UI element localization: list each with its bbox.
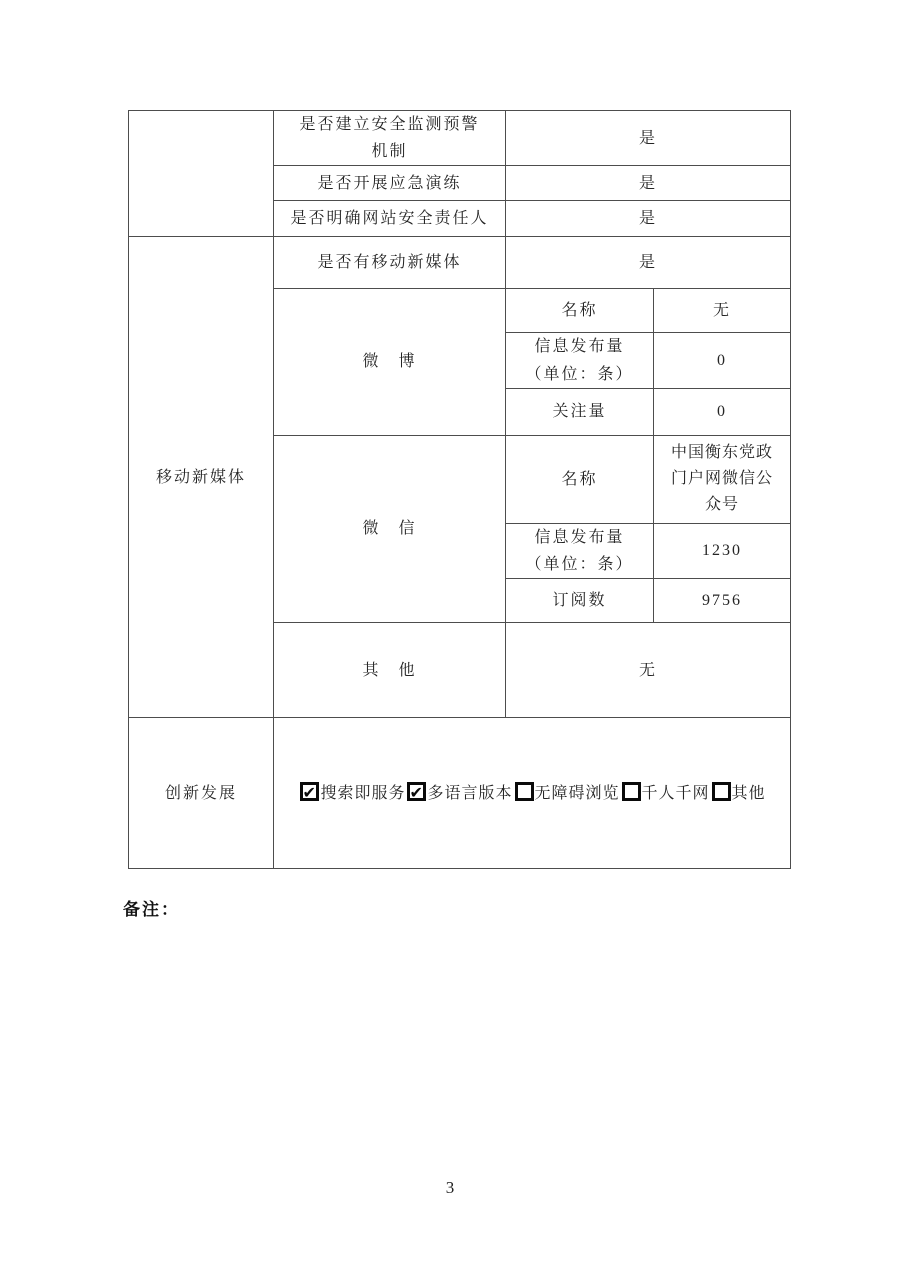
wechat-posts-value: 1230 bbox=[654, 523, 791, 578]
innovation-option bbox=[405, 780, 512, 807]
emergency-drill-label: 是否开展应急演练 bbox=[274, 166, 506, 201]
has-mobile-media-value: 是 bbox=[506, 237, 791, 289]
wechat-subscribers-label: 订阅数 bbox=[506, 579, 654, 623]
security-officer-label: 是否明确网站安全责任人 bbox=[274, 201, 506, 237]
weibo-followers-value: 0 bbox=[654, 388, 791, 435]
wechat-subscribers-value: 9756 bbox=[654, 579, 791, 623]
section-header-innovation: 创新发展 bbox=[129, 718, 274, 869]
has-mobile-media-label: 是否有移动新媒体 bbox=[274, 237, 506, 289]
checkbox-unchecked-icon[interactable] bbox=[712, 782, 731, 801]
checkbox-unchecked-icon[interactable] bbox=[515, 782, 534, 801]
wechat-name-value bbox=[654, 435, 791, 523]
empty-section-header-cell bbox=[129, 111, 274, 237]
weibo-followers-label: 关注量 bbox=[506, 388, 654, 435]
wechat-name-label: 名称 bbox=[506, 435, 654, 523]
weibo-posts-label-line2: （单位：条） bbox=[525, 365, 634, 383]
other-media-value: 无 bbox=[506, 623, 791, 718]
wechat-posts-label bbox=[506, 523, 654, 578]
innovation-option-label: 其他 bbox=[731, 784, 766, 802]
innovation-option-label: 搜索即服务 bbox=[320, 784, 406, 802]
wechat-posts-label-line1: 信息发布量 bbox=[534, 528, 625, 546]
checkbox-unchecked-icon[interactable] bbox=[622, 782, 641, 801]
emergency-drill-value: 是 bbox=[506, 166, 791, 201]
innovation-option-label: 多语言版本 bbox=[427, 784, 513, 802]
wechat-header-cell: 微 信 bbox=[274, 435, 506, 622]
security-officer-value: 是 bbox=[506, 201, 791, 237]
innovation-options-cell bbox=[274, 718, 791, 869]
innovation-option-label: 千人千网 bbox=[641, 784, 710, 802]
security-monitor-value: 是 bbox=[506, 111, 791, 166]
innovation-option bbox=[710, 780, 766, 807]
innovation-option bbox=[620, 780, 710, 807]
other-media-label: 其 他 bbox=[274, 623, 506, 718]
innovation-option-label: 无障碍浏览 bbox=[534, 784, 620, 802]
checkbox-checked-icon[interactable] bbox=[300, 782, 319, 801]
weibo-header-cell: 微 博 bbox=[274, 289, 506, 435]
page-number: 3 bbox=[445, 1178, 455, 1197]
annual-report-table bbox=[128, 110, 791, 869]
checkbox-checked-icon[interactable] bbox=[407, 782, 426, 801]
innovation-option bbox=[298, 780, 405, 807]
weibo-posts-label bbox=[506, 333, 654, 388]
security-monitor-label-line1: 是否建立安全监测预警 bbox=[299, 116, 480, 133]
wechat-name-text: 中国衡东党政门户网微信公众号 bbox=[670, 443, 773, 514]
innovation-options bbox=[298, 785, 765, 802]
weibo-name-value: 无 bbox=[654, 289, 791, 333]
wechat-posts-label-line2: （单位：条） bbox=[525, 555, 634, 573]
section-header-mobile-media: 移动新媒体 bbox=[129, 237, 274, 718]
innovation-option bbox=[513, 780, 620, 807]
weibo-name-label: 名称 bbox=[506, 289, 654, 333]
remarks-label: 备注： bbox=[123, 900, 180, 919]
weibo-posts-value: 0 bbox=[654, 333, 791, 388]
security-monitor-label-line2: 机制 bbox=[371, 143, 408, 161]
security-monitor-label bbox=[274, 111, 506, 166]
weibo-posts-label-line1: 信息发布量 bbox=[534, 338, 625, 356]
